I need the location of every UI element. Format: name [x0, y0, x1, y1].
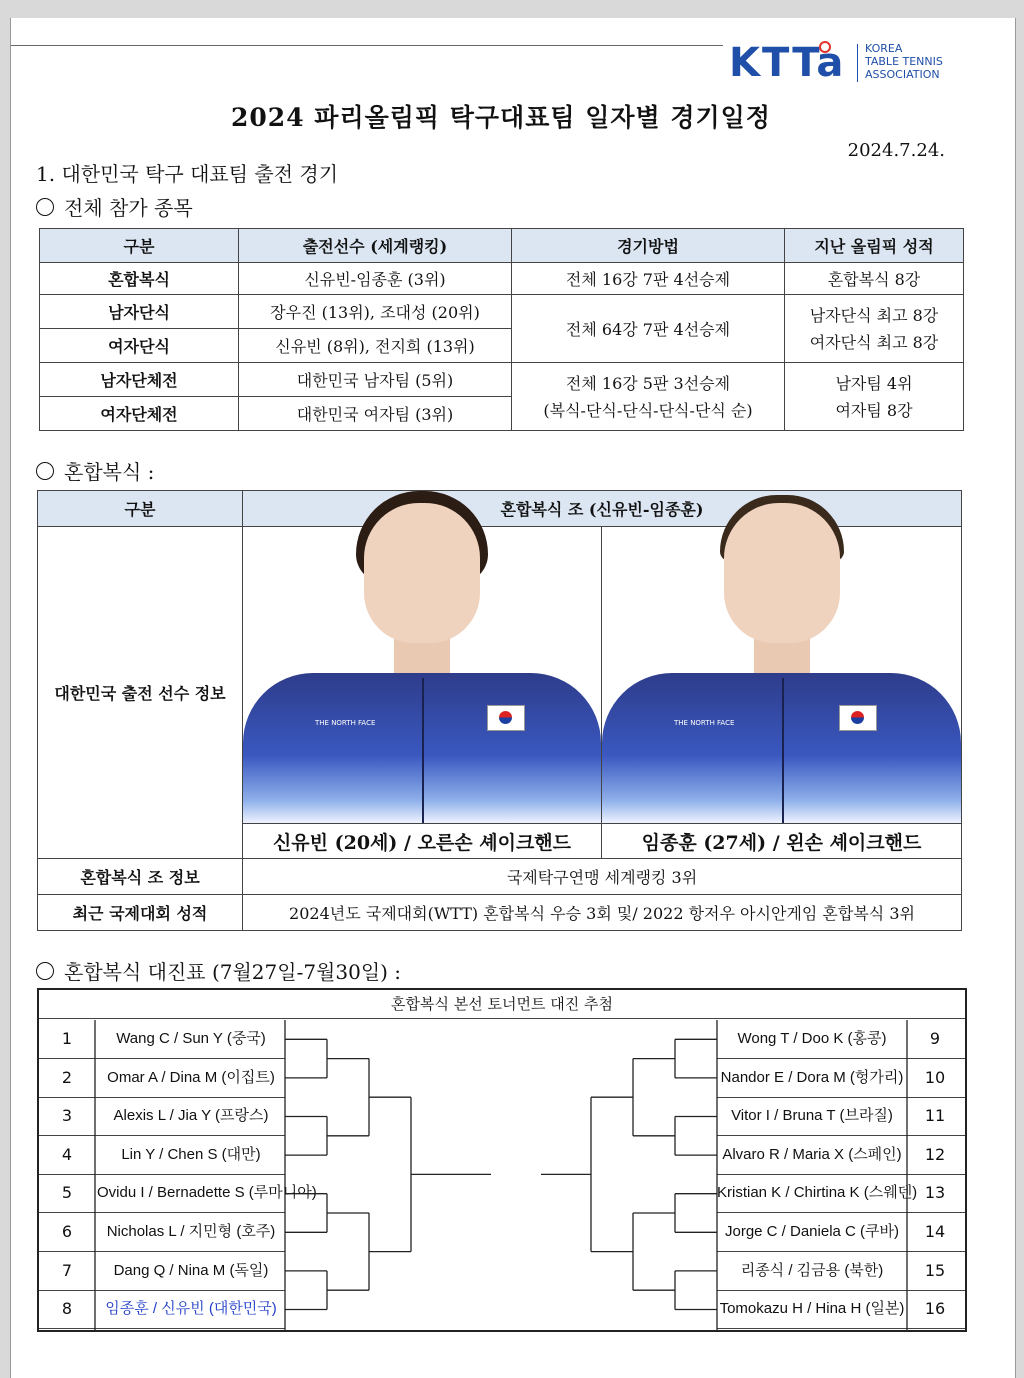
cell-method: 전체 64강 7판 4선승제: [512, 295, 785, 363]
player2-caption: 임종훈 (27세) / 왼손 셰이크핸드: [602, 824, 962, 859]
cell-label: 대한민국 출전 선수 정보: [38, 527, 243, 859]
pair-name: Dang Q / Nina M (독일): [113, 1261, 269, 1279]
circle-bullet-icon: [36, 962, 54, 980]
cell-label: 최근 국제대회 성적: [38, 895, 243, 931]
seed-number: 3: [61, 1106, 73, 1126]
events-table: [39, 228, 964, 431]
cell-players: 대한민국 여자팀 (3위): [239, 397, 512, 431]
col-header: 혼합복식 조 (신유빈-임종훈): [243, 491, 962, 527]
pair-name: Tomokazu H / Hina H (일본): [719, 1300, 905, 1318]
pair-name: Vitor I / Bruna T (브라질): [731, 1107, 893, 1125]
pair-name: 임종훈 / 신유빈 (대한민국): [105, 1300, 277, 1318]
document-title: 2024 파리올림픽 탁구대표팀 일자별 경기일정: [231, 103, 771, 132]
seed-number: 16: [924, 1299, 946, 1319]
document-date: 2024.7.24.: [847, 140, 945, 161]
bracket-title: 혼합복식 본선 토너먼트 대진 추첨: [39, 990, 965, 1019]
cell-result: [785, 295, 964, 363]
seed-number: 8: [61, 1299, 73, 1319]
player1-caption: 신유빈 (20세) / 오른손 셰이크핸드: [243, 824, 602, 859]
pair-name: Lin Y / Chen S (대만): [121, 1145, 261, 1163]
table-row: [40, 263, 964, 295]
table-row: [38, 859, 962, 895]
pair-name: Omar A / Dina M (이집트): [107, 1068, 275, 1086]
cell-value: 2024년도 국제대회(WTT) 혼합복식 우승 3회 및/ 2022 항저우 아시안게임 혼합복식 3위: [243, 895, 962, 931]
pair-name: Wong T / Doo K (홍콩): [737, 1030, 887, 1047]
jacket-brand: THE NORTH FACE: [674, 719, 735, 727]
col-header: 경기방법: [512, 229, 785, 263]
jacket-brand: THE NORTH FACE: [315, 719, 376, 727]
result-line: 여자팀 8강: [835, 400, 913, 420]
cell-category: 여자단체전: [40, 397, 239, 431]
seed-number: 7: [61, 1260, 73, 1280]
cell-category: 남자단체전: [40, 363, 239, 397]
cell-label: 혼합복식 조 정보: [38, 859, 243, 895]
seed-number: 4: [61, 1144, 73, 1164]
pair-name: Alvaro R / Maria X (스페인): [722, 1145, 902, 1163]
cell-result: [785, 363, 964, 431]
ktta-logo: [723, 32, 973, 92]
cell-result: 혼합복식 8강: [785, 263, 964, 295]
logo-org-line: ASSOCIATION: [865, 68, 940, 81]
cell-method: [512, 363, 785, 431]
seed-number: 2: [61, 1067, 73, 1087]
subsection-label: 혼합복식 대진표 (7월27일-7월30일) :: [64, 960, 402, 984]
cell-category: 혼합복식: [40, 263, 239, 295]
subsection-heading: [36, 456, 154, 485]
pair-name: 리종식 / 김금용 (북한): [740, 1261, 884, 1279]
table-row: [38, 895, 962, 931]
face-shape: [724, 503, 840, 643]
pair-name: Alexis L / Jia Y (프랑스): [113, 1107, 269, 1125]
cell-players: 신유빈 (8위), 전지희 (13위): [239, 329, 512, 363]
pair-name: Nicholas L / 지민형 (호주): [106, 1223, 276, 1240]
pair-name: Wang C / Sun Y (중국): [116, 1030, 266, 1047]
logo-divider: [857, 44, 858, 82]
logo-dot-icon: [819, 41, 831, 53]
cell-category: 남자단식: [40, 295, 239, 329]
seed-number: 13: [924, 1183, 946, 1203]
seed-number: 11: [924, 1106, 946, 1126]
logo-org-text: [865, 42, 943, 81]
logo-org-line: KOREA: [865, 42, 903, 55]
korea-flag-icon: [487, 705, 525, 731]
col-header: 구분: [40, 229, 239, 263]
table-row: [40, 363, 964, 397]
subsection-label: 혼합복식 :: [64, 460, 155, 484]
subsection-heading: [36, 956, 401, 985]
seed-number: 12: [924, 1144, 946, 1164]
seed-number: 15: [924, 1260, 946, 1280]
bracket-lines: [39, 990, 965, 1330]
pair-name: Kristian K / Chirtina K (스웨덴): [717, 1184, 918, 1202]
logo-mark: KTTa: [729, 40, 846, 86]
result-line: 남자단식 최고 8강: [809, 305, 939, 325]
cell-category: 여자단식: [40, 329, 239, 363]
zipper-shape: [782, 678, 784, 823]
result-line: 남자팀 4위: [835, 373, 913, 393]
pair-name: Jorge C / Daniela C (쿠바): [724, 1223, 900, 1240]
seed-number: 6: [61, 1222, 73, 1241]
result-line: 여자단식 최고 8강: [809, 332, 939, 352]
subsection-label: 전체 참가 종목: [64, 196, 193, 220]
zipper-shape: [422, 678, 424, 823]
subsection-heading: [36, 192, 193, 221]
mixed-doubles-table: [37, 490, 962, 931]
logo-org-line: TABLE TENNIS: [865, 55, 943, 68]
seed-number: 10: [924, 1067, 946, 1087]
circle-bullet-icon: [36, 198, 54, 216]
table-row: [40, 295, 964, 329]
player2-photo: [602, 527, 962, 824]
table-row: [38, 527, 962, 824]
player1-photo: [243, 527, 602, 824]
method-line: (복식-단식-단식-단식-단식 순): [543, 400, 753, 420]
cell-players: 신유빈-임종훈 (3위): [239, 263, 512, 295]
section-heading: 1. 대한민국 탁구 대표팀 출전 경기: [36, 162, 339, 186]
face-shape: [364, 503, 480, 643]
cell-value: 국제탁구연맹 세계랭킹 3위: [243, 859, 962, 895]
method-line: 전체 16강 5판 3선승제: [565, 373, 731, 393]
pair-name: Ovidu I / Bernadette S (루마니아): [97, 1184, 317, 1202]
korea-flag-icon: [839, 705, 877, 731]
tournament-bracket: [37, 988, 967, 1332]
cell-players: 장우진 (13위), 조대성 (20위): [239, 295, 512, 329]
col-header: 출전선수 (세계랭킹): [239, 229, 512, 263]
col-header: 구분: [38, 491, 243, 527]
col-header: 지난 올림픽 성적: [785, 229, 964, 263]
seed-number: 14: [924, 1222, 946, 1241]
seed-number: 5: [61, 1183, 73, 1203]
cell-players: 대한민국 남자팀 (5위): [239, 363, 512, 397]
document-page: [10, 18, 1016, 1378]
cell-method: 전체 16강 7판 4선승제: [512, 263, 785, 295]
seed-number: 9: [929, 1029, 941, 1048]
circle-bullet-icon: [36, 462, 54, 480]
pair-name: Nandor E / Dora M (헝가리): [720, 1068, 904, 1086]
seed-number: 1: [61, 1029, 73, 1048]
